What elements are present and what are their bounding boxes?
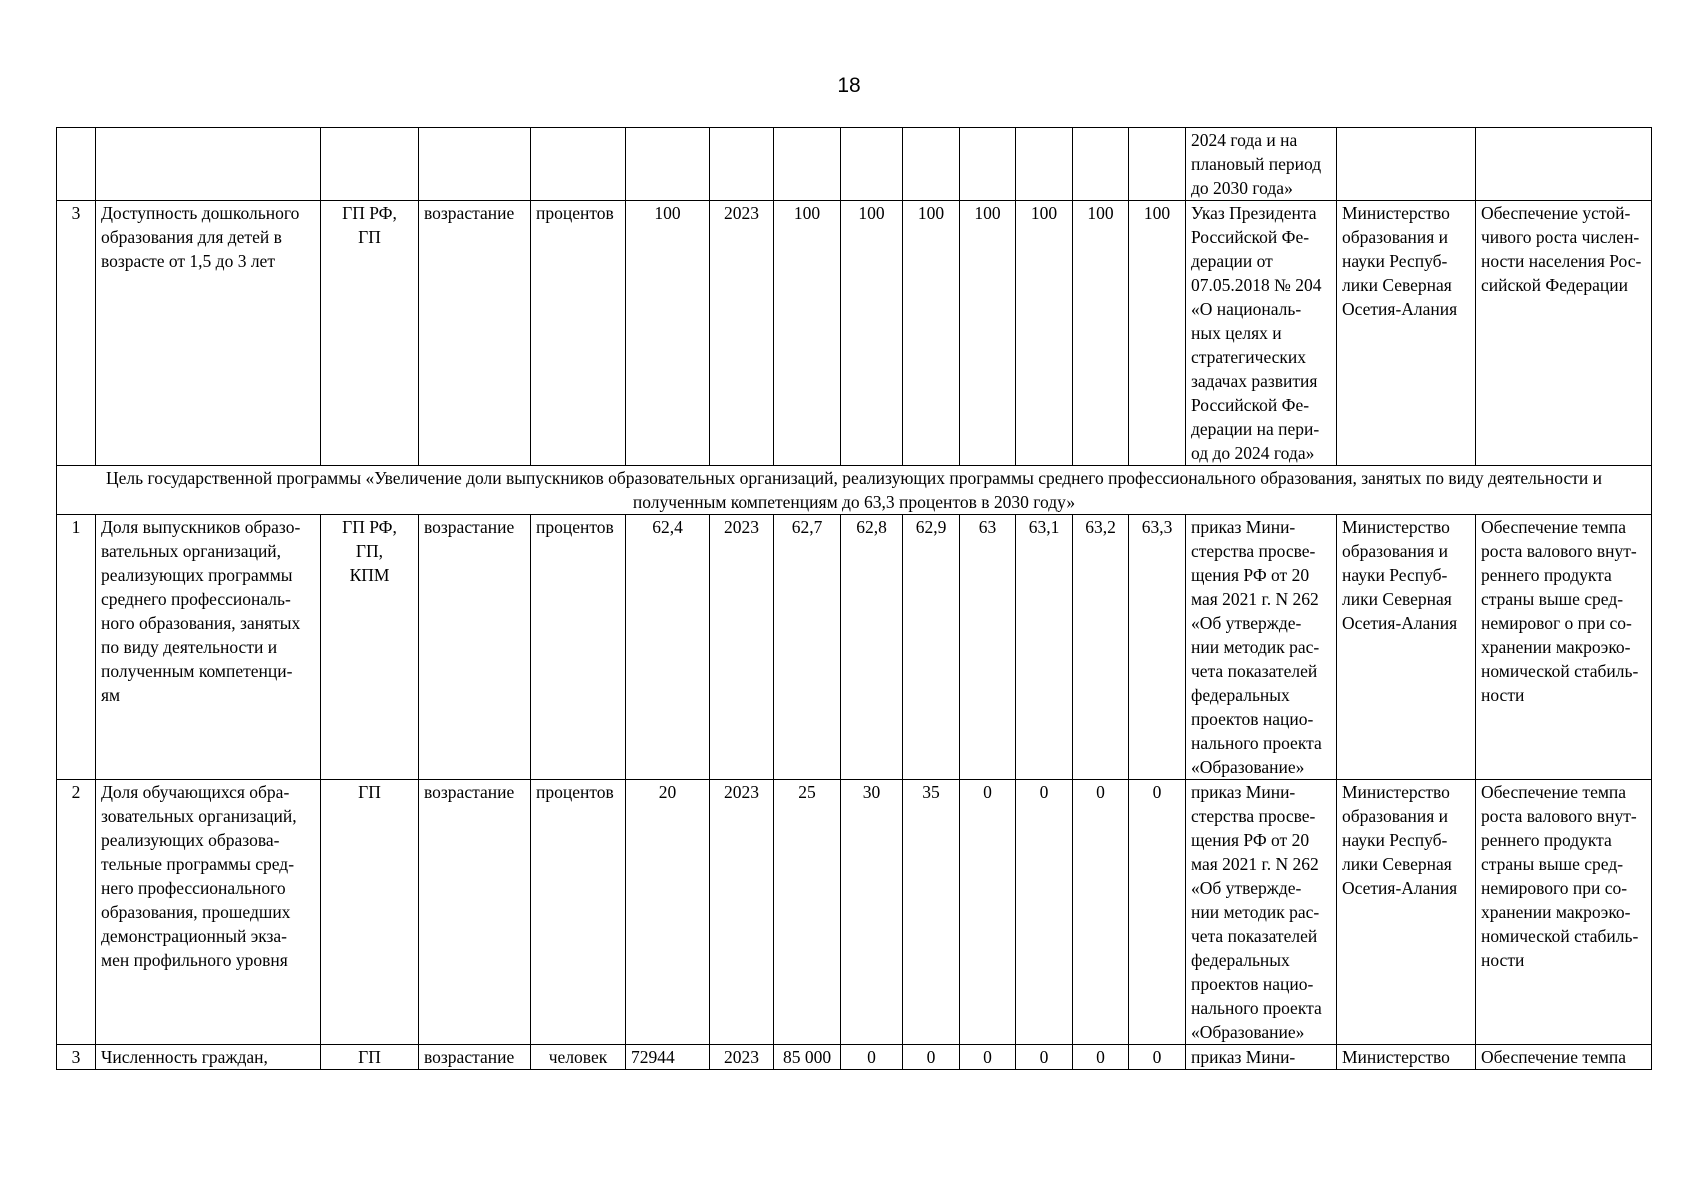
row-number: 3 [57,1045,96,1070]
indicator-name: Численность граждан, [96,1045,321,1070]
responsible-body: Министерство образования и науки Респуб- лики Северная Осетия-Алания [1337,780,1476,1045]
source-document: Указ Президента Российской Фе- дерации от 07.05.2018 № 204 «О националь- ных целях и стратегических задачах развития Российской Фе- дерации на пери- од до 2024 года» [1186,201,1337,466]
responsible-body [1337,128,1476,201]
year-value [774,128,841,201]
indicator-name: Доступность дошкольного образования для детей в возрасте от 1,5 до 3 лет [96,201,321,466]
year-value: 30 [841,780,903,1045]
year-value: 62,7 [774,515,841,780]
table-row [57,780,1652,1045]
responsible-body: Министерство образования и науки Респуб- лики Северная Осетия-Алания [1337,515,1476,780]
indicator-name: Доля выпускников образо- вательных организаций, реализующих программы среднего профессиональ- ного образования, занятых по виду деятельности и полученным компетенци- ям [96,515,321,780]
indicator-unit: процентов [531,780,626,1045]
year-value [903,128,960,201]
indicator-level [321,128,419,201]
year-value: 62,9 [903,515,960,780]
base-year: 2023 [710,515,774,780]
year-value: 0 [1073,780,1129,1045]
source-document: приказ Мини- стерства просве- щения РФ от 20 мая 2021 г. N 262 «Об утвержде- нии методик рас- чета показателей федеральных проектов нацио- нального проекта «Образование» [1186,780,1337,1045]
responsible-body: Министерство [1337,1045,1476,1070]
indicator-unit: процентов [531,201,626,466]
national-goal-link: Обеспечение темпа роста валового внут- реннего продукта страны выше сред- немирового при со- хранении макроэко- номической стабиль- ности [1476,780,1652,1045]
goal-row [57,466,1652,515]
national-goal-link: Обеспечение темпа роста валового внут- реннего продукта страны выше сред- немировог о при со- хранении макроэко- номической стабиль- ности [1476,515,1652,780]
indicator-trend: возрастание [419,515,531,780]
year-value: 63 [960,515,1016,780]
indicator-unit: человек [531,1045,626,1070]
program-goal: Цель государственной программы «Увеличение доли выпускников образовательных организаций, реализующих программы среднего профессионального образования, занятых по виду деятельности и полученным компетенциям до 63,3 процентов в 2030 году» [57,466,1652,515]
source-document: приказ Мини- стерства просве- щения РФ от 20 мая 2021 г. N 262 «Об утвержде- нии методик рас- чета показателей федеральных проектов нацио- нального проекта «Образование» [1186,515,1337,780]
row-number: 2 [57,780,96,1045]
year-value: 0 [960,1045,1016,1070]
base-year [710,128,774,201]
indicator-level: ГП РФ, ГП, КПМ [321,515,419,780]
year-value: 85 000 [774,1045,841,1070]
year-value: 0 [1129,780,1186,1045]
base-year: 2023 [710,780,774,1045]
year-value: 100 [1129,201,1186,466]
year-value: 100 [774,201,841,466]
year-value: 0 [1073,1045,1129,1070]
year-value: 0 [1016,1045,1073,1070]
indicator-unit [531,128,626,201]
responsible-body: Министерство образования и науки Респуб- лики Северная Осетия-Алания [1337,201,1476,466]
year-value: 0 [903,1045,960,1070]
year-value: 63,2 [1073,515,1129,780]
indicator-unit: процентов [531,515,626,780]
base-value: 62,4 [626,515,710,780]
year-value: 62,8 [841,515,903,780]
source-document: 2024 года и на плановый период до 2030 года» [1186,128,1337,201]
table-row [57,1045,1652,1070]
base-value: 72944 [626,1045,710,1070]
year-value: 25 [774,780,841,1045]
year-value: 0 [960,780,1016,1045]
year-value [960,128,1016,201]
base-value: 100 [626,201,710,466]
base-year: 2023 [710,201,774,466]
indicator-trend: возрастание [419,780,531,1045]
indicator-name: Доля обучающихся обра- зовательных организаций, реализующих образова- тельные программы сред- него профессионального образования, прошедших демонстрационный экза- мен профильного уровня [96,780,321,1045]
table-row [57,201,1652,466]
indicator-trend [419,128,531,201]
table-row [57,515,1652,780]
row-number: 3 [57,201,96,466]
national-goal-link: Обеспечение темпа [1476,1045,1652,1070]
year-value: 100 [960,201,1016,466]
page-number: 18 [837,74,861,97]
indicators-table [56,127,1652,1070]
year-value: 63,1 [1016,515,1073,780]
year-value [1129,128,1186,201]
national-goal-link [1476,128,1652,201]
indicator-trend: возрастание [419,201,531,466]
year-value: 0 [841,1045,903,1070]
year-value: 100 [903,201,960,466]
row-number [57,128,96,201]
indicator-level: ГП [321,1045,419,1070]
indicator-name [96,128,321,201]
indicator-level: ГП РФ, ГП [321,201,419,466]
year-value: 0 [1016,780,1073,1045]
row-number: 1 [57,515,96,780]
year-value: 100 [1016,201,1073,466]
year-value: 63,3 [1129,515,1186,780]
year-value: 0 [1129,1045,1186,1070]
year-value [1073,128,1129,201]
year-value: 35 [903,780,960,1045]
year-value [841,128,903,201]
indicator-level: ГП [321,780,419,1045]
base-value [626,128,710,201]
base-value: 20 [626,780,710,1045]
indicator-trend: возрастание [419,1045,531,1070]
base-year: 2023 [710,1045,774,1070]
year-value: 100 [841,201,903,466]
source-document: приказ Мини- [1186,1045,1337,1070]
year-value: 100 [1073,201,1129,466]
year-value [1016,128,1073,201]
national-goal-link: Обеспечение устой- чивого роста числен- ности населения Рос- сийской Федерации [1476,201,1652,466]
table-row [57,128,1652,201]
